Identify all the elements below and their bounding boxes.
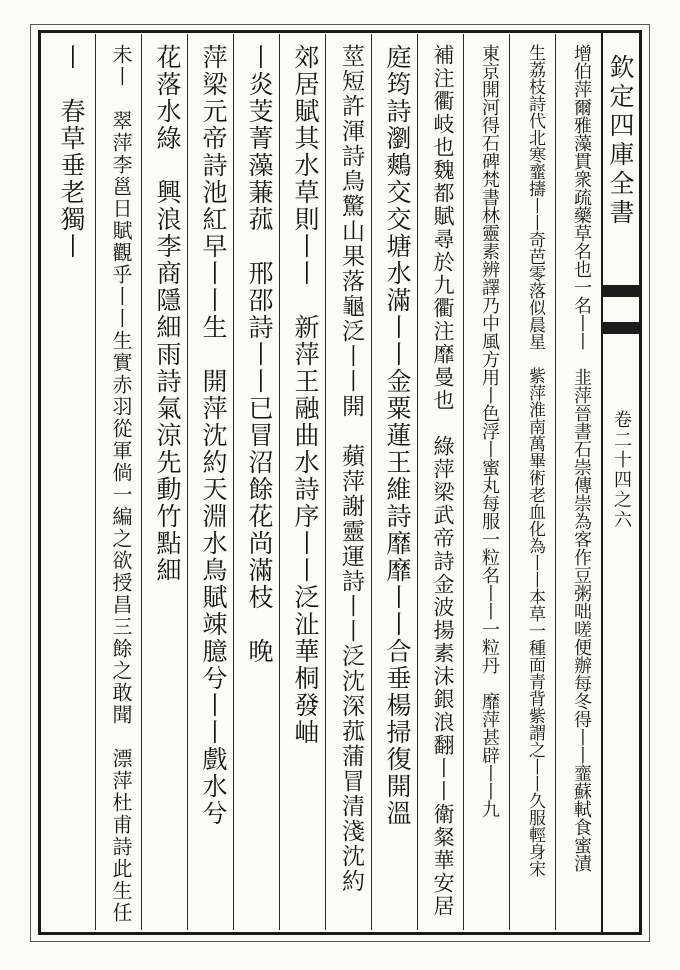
fishtail-mark-lower [603, 322, 639, 334]
juan-number: 卷二十四之六 [611, 410, 632, 530]
text-column-3: 東京開河得石碑梵書林靈素辨譯乃中風方用丨色浮丨蜜丸每服一粒名丨丨一粒丹 靡萍甚辟丨丨九 [479, 44, 500, 818]
text-column-6: 莖短許渾詩鳥驚山果落龜泛丨丨開 蘋萍謝靈運詩丨丨泛沈深菰蒲冒清淺沈約 [338, 44, 364, 894]
text-column-11: 未丨 翠萍李邕日賦觀乎丨丨生實赤羽從軍倘一編之欲授昌三餘之敢聞 漂萍杜甫詩此生任 [109, 44, 133, 924]
text-column-2: 生荔枝詩代北寒韲擣丨丨奇芭零落似晨星 紫萍淮南萬畢術老血化為丨丨本草一種面青背紫謂之丨丨久服輕身宋 [525, 44, 545, 877]
text-column-12: 丨 春草垂老獨丨 [57, 44, 86, 260]
text-column-10: 花落水綠 興浪李商隱細雨詩氣涼先動竹點細 [153, 44, 182, 584]
text-column-4: 補注衢岐也魏都賦尋於九衢注靡曼也 綠萍梁武帝詩金波揚素沫銀浪翻丨丨衛粲華安居 [431, 44, 455, 918]
book-title: 欽定四庫全書 [606, 54, 635, 228]
column-rule [95, 34, 96, 930]
text-column-8: 丨炎芰菁藻蒹菰 邢邵詩丨丨已冒沼餘花尚滿枝 晚 [245, 44, 274, 665]
text-column-9: 萍梁元帝詩池紅早丨丨生 開萍沈約天淵水鳥賦竦臆兮丨丨戲水兮 [199, 44, 228, 827]
text-column-1: 增伯萍爾雅藻貫衆疏藥草名也一名丨丨 韭萍晉書石崇傳崇為客作豆粥咄嗟便辦每冬得丨丨韲蘇軾食蜜漬 [571, 44, 592, 872]
text-column-5: 庭筠詩瀏鷞交交塘水滿丨丨金粟蓮王維詩靡靡丨丨合垂楊掃復開溫 [383, 44, 412, 827]
text-column-7: 郊居賦其水草則丨丨 新萍王融曲水詩序丨丨泛沚華桐發岫 [291, 44, 320, 746]
fishtail-mark-upper [603, 285, 639, 297]
